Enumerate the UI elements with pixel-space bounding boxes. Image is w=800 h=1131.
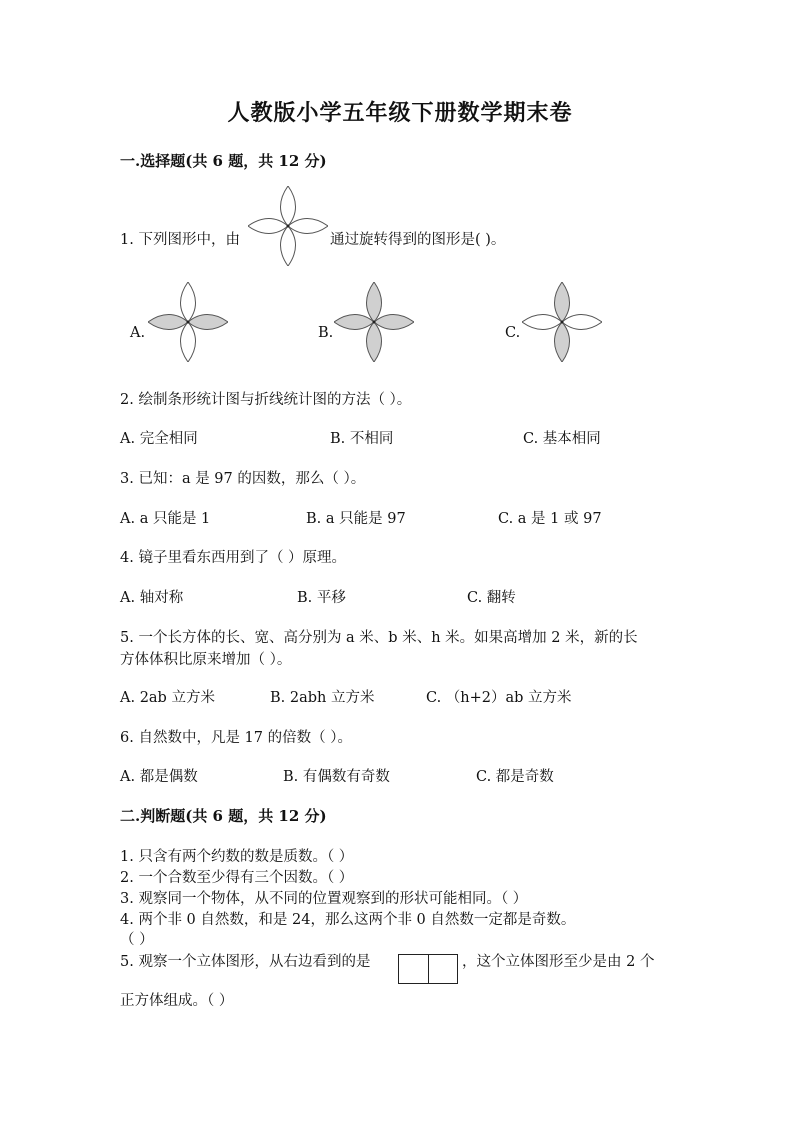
q2-option-c[interactable]: C. 基本相同 <box>523 431 601 447</box>
judge-item-4-blank: （ ） <box>120 932 154 948</box>
q1-option-a-label[interactable]: A. <box>130 325 146 341</box>
judge-item-2: 2. 一个合数至少得有三个因数。（ ） <box>120 870 354 886</box>
q5-option-c[interactable]: C. （h+2）ab 立方米 <box>426 690 572 706</box>
option-c-flower-figure <box>522 282 602 362</box>
q6-text: 6. 自然数中，凡是 17 的倍数（ ）。 <box>120 730 352 746</box>
q1-option-b-label[interactable]: B. <box>318 325 334 341</box>
original-flower-figure <box>248 186 328 266</box>
q4-option-c[interactable]: C. 翻转 <box>467 590 516 606</box>
q3-option-b[interactable]: B. a 只能是 97 <box>306 511 406 527</box>
q3-option-c[interactable]: C. a 是 1 或 97 <box>498 511 602 527</box>
option-a-flower-figure <box>148 282 228 362</box>
judge-item-1: 1. 只含有两个约数的数是质数。（ ） <box>120 849 354 865</box>
q5-line2: 方体体积比原来增加（ ）。 <box>120 652 292 668</box>
q3-option-a[interactable]: A. a 只能是 1 <box>120 511 211 527</box>
judge-item-3: 3. 观察同一个物体，从不同的位置观察到的形状可能相同。（ ） <box>120 891 528 907</box>
q2-text: 2. 绘制条形统计图与折线统计图的方法（ ）。 <box>120 392 412 408</box>
q5-option-a[interactable]: A. 2ab 立方米 <box>120 690 215 706</box>
q2-option-a[interactable]: A. 完全相同 <box>120 431 198 447</box>
q4-option-a[interactable]: A. 轴对称 <box>120 590 184 606</box>
q6-option-a[interactable]: A. 都是偶数 <box>120 769 198 785</box>
judge-item-4: 4. 两个非 0 自然数，和是 24，那么这两个非 0 自然数一定都是奇数。 <box>120 912 576 928</box>
q2-option-b[interactable]: B. 不相同 <box>330 431 394 447</box>
q1-suffix: 通过旋转得到的图形是( )。 <box>330 232 506 248</box>
q4-option-b[interactable]: B. 平移 <box>297 590 346 606</box>
two-square-side-view-figure <box>398 954 458 984</box>
page-title: 人教版小学五年级下册数学期末卷 <box>227 100 573 126</box>
q4-text: 4. 镜子里看东西用到了（ ）原理。 <box>120 550 347 566</box>
q6-option-b[interactable]: B. 有偶数有奇数 <box>283 769 390 785</box>
judge-item-5-suffix: ，这个立体图形至少是由 2 个 <box>462 954 655 970</box>
judge-item-5-prefix: 5. 观察一个立体图形，从右边看到的是 <box>120 954 371 970</box>
section-heading-choice: 一.选择题(共 6 题，共 12 分) <box>120 152 327 170</box>
q5-option-b[interactable]: B. 2abh 立方米 <box>270 690 375 706</box>
section-heading-judgement: 二.判断题(共 6 题，共 12 分) <box>120 807 327 825</box>
q5-line1: 5. 一个长方体的长、宽、高分别为 a 米、b 米、h 米。如果高增加 2 米，新的长 <box>120 630 638 646</box>
q1-prefix: 1. 下列图形中，由 <box>120 232 240 248</box>
option-b-flower-figure <box>334 282 414 362</box>
judge-item-5-line2: 正方体组成。（ ） <box>120 993 234 1009</box>
q1-option-c-label[interactable]: C. <box>505 325 521 341</box>
q3-text: 3. 已知：a 是 97 的因数，那么（ ）。 <box>120 471 366 487</box>
q6-option-c[interactable]: C. 都是奇数 <box>476 769 554 785</box>
